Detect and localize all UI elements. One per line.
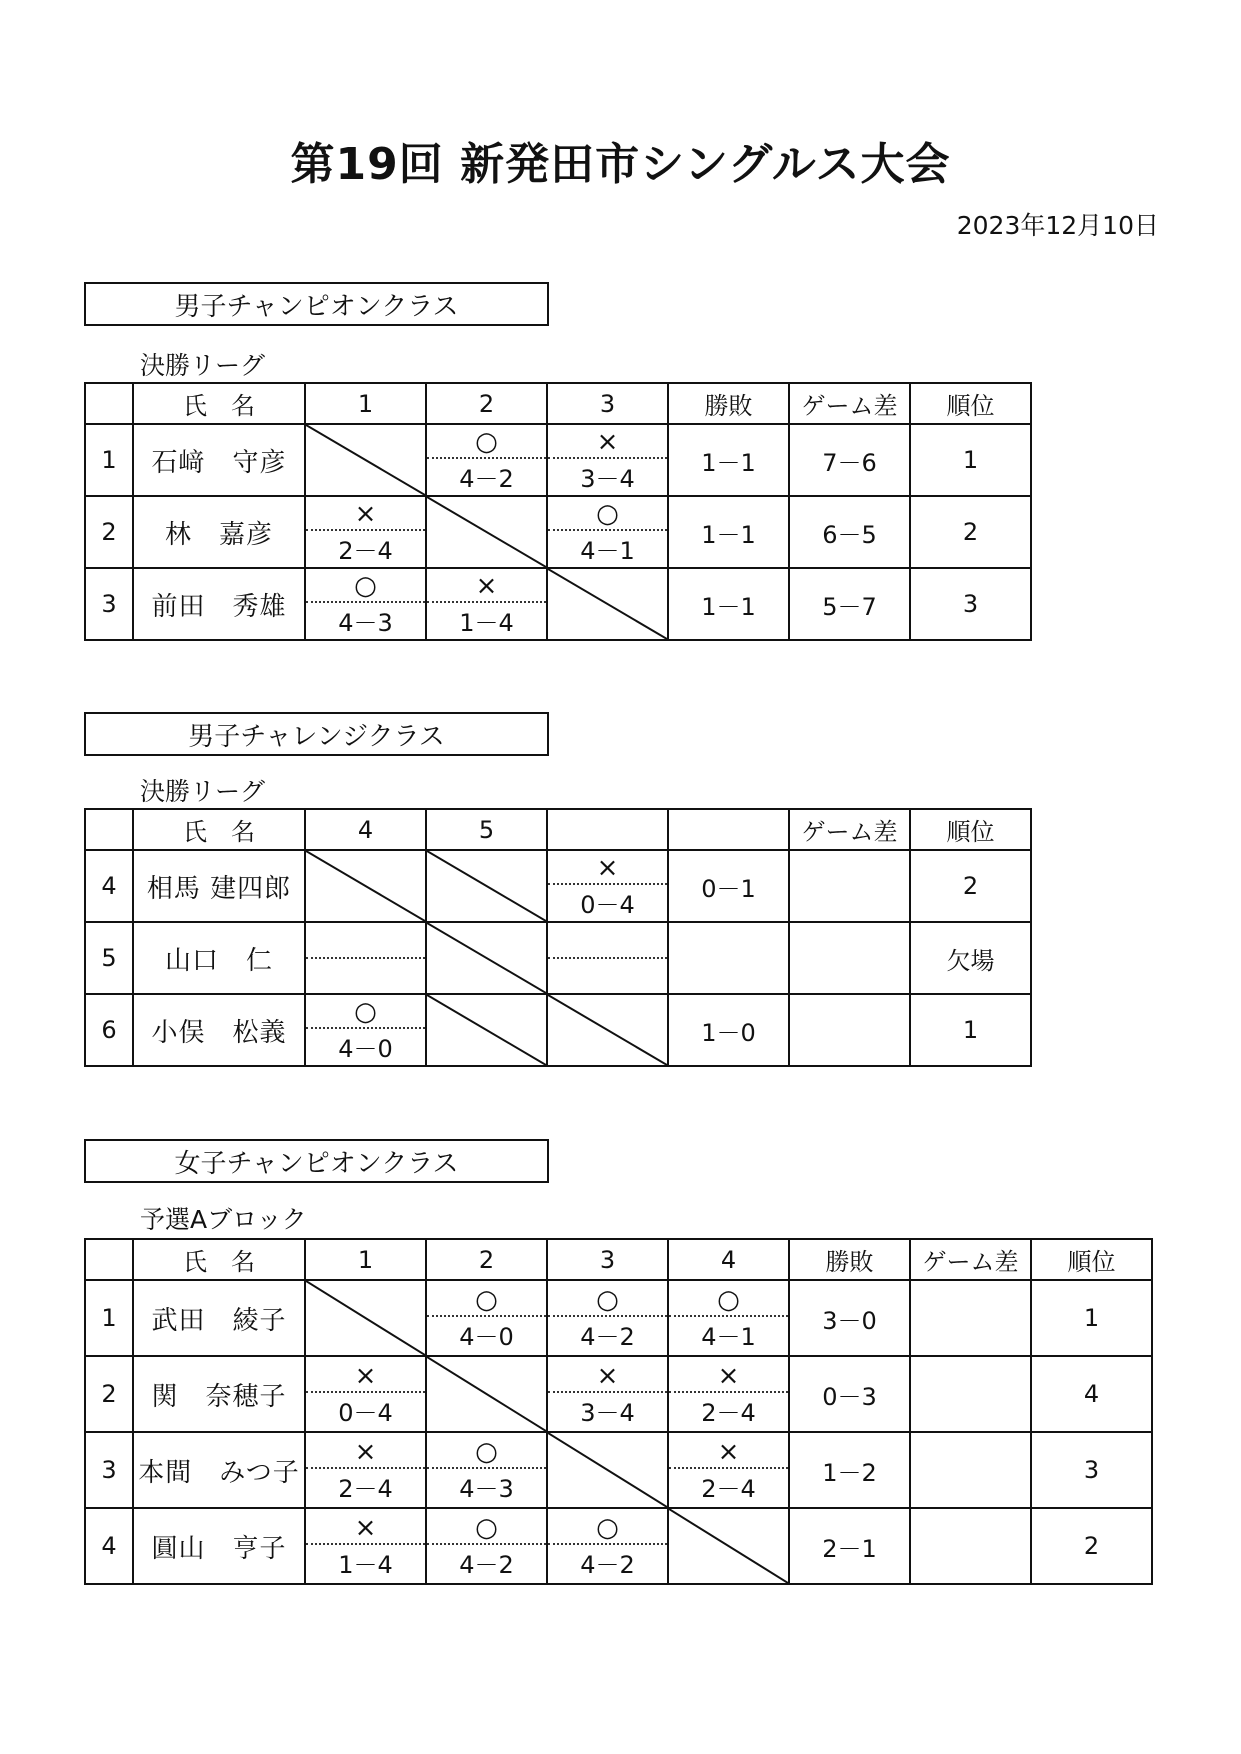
match-score: 4－1 xyxy=(701,1322,756,1351)
match-result-cell xyxy=(426,1432,547,1508)
game-diff-value xyxy=(789,922,910,994)
match-result-cell xyxy=(426,568,547,640)
match-result xyxy=(427,427,546,494)
match-score: 4－2 xyxy=(459,1550,514,1579)
match-result xyxy=(427,1437,546,1504)
diagonal-line xyxy=(427,995,546,1065)
rank-value: 4 xyxy=(1031,1356,1152,1432)
header-opponent-2: 5 xyxy=(426,809,547,850)
match-mark: ○ xyxy=(306,571,425,603)
win-loss-value: 1－2 xyxy=(789,1432,910,1508)
match-result-cell xyxy=(547,1280,668,1356)
rank-value: 2 xyxy=(1031,1508,1152,1584)
match-score: 3－4 xyxy=(580,464,635,493)
player-number: 4 xyxy=(85,850,133,922)
player-name: 小俣 松義 xyxy=(133,994,305,1066)
diagonal-line xyxy=(548,995,667,1065)
diagonal-cell xyxy=(668,1508,789,1584)
match-mark: × xyxy=(306,1361,425,1393)
match-result-cell xyxy=(668,1432,789,1508)
match-result xyxy=(427,571,546,638)
section-label-men-challenge: 男子チャレンジクラス xyxy=(84,712,549,756)
match-mark: × xyxy=(306,1513,425,1545)
win-loss-value: 0－1 xyxy=(668,850,789,922)
match-result-cell xyxy=(426,1508,547,1584)
diagonal-line xyxy=(427,497,546,567)
win-loss-value: 1－1 xyxy=(668,568,789,640)
player-name: 山口 仁 xyxy=(133,922,305,994)
diagonal-line xyxy=(548,1433,667,1507)
match-score: 0－4 xyxy=(338,1398,393,1427)
header-opponent-2: 2 xyxy=(426,1239,547,1280)
header-opponent-1: 1 xyxy=(305,1239,426,1280)
rank-value: 1 xyxy=(910,994,1031,1066)
diagonal-line xyxy=(306,851,425,921)
match-result xyxy=(306,499,425,566)
section-label-women-champion: 女子チャンピオンクラス xyxy=(84,1139,549,1183)
diagonal-cell xyxy=(426,922,547,994)
match-result xyxy=(669,1285,788,1352)
match-result xyxy=(427,1285,546,1352)
header-row xyxy=(85,383,1031,424)
win-loss-value: 0－3 xyxy=(789,1356,910,1432)
match-mark: ○ xyxy=(427,1513,546,1545)
match-score: 4－3 xyxy=(338,608,393,637)
match-result-cell xyxy=(547,922,668,994)
game-diff-value: 5－7 xyxy=(789,568,910,640)
player-number: 5 xyxy=(85,922,133,994)
game-diff-value xyxy=(789,994,910,1066)
diagonal-cell xyxy=(305,850,426,922)
match-score: 4－1 xyxy=(580,536,635,565)
diagonal-cell xyxy=(305,424,426,496)
match-result-cell xyxy=(547,850,668,922)
diagonal-cell xyxy=(426,496,547,568)
match-result xyxy=(306,957,425,959)
diagonal-line xyxy=(669,1509,788,1583)
diagonal-line xyxy=(427,1357,546,1431)
diagonal-line xyxy=(306,425,425,495)
match-mark: ○ xyxy=(548,1513,667,1545)
match-result xyxy=(548,853,667,920)
player-row xyxy=(85,1508,1152,1584)
diagonal-line xyxy=(548,569,667,639)
match-mark: × xyxy=(548,853,667,885)
diagonal-line xyxy=(427,923,546,993)
league-table-women-champion xyxy=(84,1238,1153,1585)
match-mark xyxy=(306,957,425,959)
rank-value: 3 xyxy=(1031,1432,1152,1508)
player-row xyxy=(85,424,1031,496)
player-name: 相馬 建四郎 xyxy=(133,850,305,922)
match-result xyxy=(306,1513,425,1580)
header-name: 氏 名 xyxy=(133,383,305,424)
player-name: 本間 みつ子 xyxy=(133,1432,305,1508)
match-mark: ○ xyxy=(548,499,667,531)
match-mark: ○ xyxy=(427,1437,546,1469)
game-diff-value xyxy=(910,1508,1031,1584)
player-number: 3 xyxy=(85,568,133,640)
match-score: 4－0 xyxy=(338,1034,393,1063)
match-result xyxy=(548,1285,667,1352)
match-result xyxy=(548,1513,667,1580)
player-number: 3 xyxy=(85,1432,133,1508)
header-rank: 順位 xyxy=(910,383,1031,424)
player-name: 圓山 亨子 xyxy=(133,1508,305,1584)
diagonal-cell xyxy=(426,1356,547,1432)
match-result-cell xyxy=(547,496,668,568)
header-rank: 順位 xyxy=(1031,1239,1152,1280)
match-mark: ○ xyxy=(669,1285,788,1317)
header-no-cell xyxy=(85,809,133,850)
game-diff-value xyxy=(910,1280,1031,1356)
match-result xyxy=(306,997,425,1064)
match-mark: × xyxy=(306,1437,425,1469)
match-result-cell xyxy=(668,1280,789,1356)
match-mark: × xyxy=(548,1361,667,1393)
match-mark: × xyxy=(306,499,425,531)
header-win-loss xyxy=(668,809,789,850)
diagonal-cell xyxy=(547,568,668,640)
player-row xyxy=(85,568,1031,640)
match-result xyxy=(669,1437,788,1504)
header-opponent-3: 3 xyxy=(547,1239,668,1280)
header-win-loss: 勝敗 xyxy=(789,1239,910,1280)
header-opponent-4: 4 xyxy=(668,1239,789,1280)
match-result xyxy=(548,427,667,494)
page-title: 第19回 新発田市シングルス大会 xyxy=(290,139,951,190)
match-result xyxy=(306,571,425,638)
header-opponent-3: 3 xyxy=(547,383,668,424)
player-number: 4 xyxy=(85,1508,133,1584)
player-number: 2 xyxy=(85,1356,133,1432)
match-result xyxy=(306,1361,425,1428)
player-name: 石﨑 守彦 xyxy=(133,424,305,496)
header-opponent-3 xyxy=(547,809,668,850)
match-result-cell xyxy=(426,1280,547,1356)
diagonal-line xyxy=(306,1281,425,1355)
match-result-cell xyxy=(547,1508,668,1584)
match-result-cell xyxy=(305,994,426,1066)
match-score: 2－4 xyxy=(701,1474,756,1503)
header-game-diff: ゲーム差 xyxy=(910,1239,1031,1280)
match-score: 0－4 xyxy=(580,890,635,919)
match-result-cell xyxy=(426,424,547,496)
player-number: 6 xyxy=(85,994,133,1066)
player-row xyxy=(85,1280,1152,1356)
match-result-cell xyxy=(547,1356,668,1432)
match-result xyxy=(669,1361,788,1428)
match-mark xyxy=(548,957,667,959)
match-score: 1－4 xyxy=(459,608,514,637)
rank-value: 1 xyxy=(1031,1280,1152,1356)
header-name: 氏 名 xyxy=(133,809,305,850)
diagonal-cell xyxy=(305,1280,426,1356)
win-loss-value: 1－0 xyxy=(668,994,789,1066)
match-mark: ○ xyxy=(548,1285,667,1317)
match-score: 1－4 xyxy=(338,1550,393,1579)
header-opponent-1: 1 xyxy=(305,383,426,424)
game-diff-value: 7－6 xyxy=(789,424,910,496)
section-subhead-women-champion: 予選Aブロック xyxy=(140,1205,307,1234)
rank-value: 2 xyxy=(910,850,1031,922)
game-diff-value xyxy=(910,1356,1031,1432)
player-name: 関 奈穂子 xyxy=(133,1356,305,1432)
player-row xyxy=(85,1432,1152,1508)
player-number: 1 xyxy=(85,424,133,496)
section-label-men-champion: 男子チャンピオンクラス xyxy=(84,282,549,326)
league-table-men-challenge xyxy=(84,808,1032,1067)
header-no-cell xyxy=(85,383,133,424)
rank-value: 3 xyxy=(910,568,1031,640)
match-score: 4－2 xyxy=(459,464,514,493)
match-score: 2－4 xyxy=(701,1398,756,1427)
player-row xyxy=(85,1356,1152,1432)
match-result xyxy=(548,499,667,566)
match-score: 2－4 xyxy=(338,1474,393,1503)
match-mark: × xyxy=(427,571,546,603)
match-result xyxy=(306,1437,425,1504)
match-score: 4－3 xyxy=(459,1474,514,1503)
diagonal-cell xyxy=(426,850,547,922)
match-score: 4－2 xyxy=(580,1322,635,1351)
win-loss-value: 3－0 xyxy=(789,1280,910,1356)
player-row xyxy=(85,922,1031,994)
diagonal-line xyxy=(427,851,546,921)
match-mark: ○ xyxy=(306,997,425,1029)
diagonal-cell xyxy=(547,994,668,1066)
league-table-men-champion xyxy=(84,382,1032,641)
game-diff-value xyxy=(789,850,910,922)
match-score: 4－2 xyxy=(580,1550,635,1579)
header-game-diff: ゲーム差 xyxy=(789,383,910,424)
player-name: 前田 秀雄 xyxy=(133,568,305,640)
match-mark: ○ xyxy=(427,1285,546,1317)
win-loss-value: 1－1 xyxy=(668,496,789,568)
section-subhead-men-challenge: 決勝リーグ xyxy=(140,777,266,806)
header-game-diff: ゲーム差 xyxy=(789,809,910,850)
match-result-cell xyxy=(668,1356,789,1432)
match-mark: × xyxy=(548,427,667,459)
match-result-cell xyxy=(305,496,426,568)
player-number: 1 xyxy=(85,1280,133,1356)
match-result-cell xyxy=(305,1356,426,1432)
match-result xyxy=(427,1513,546,1580)
player-name: 武田 綾子 xyxy=(133,1280,305,1356)
header-opponent-2: 2 xyxy=(426,383,547,424)
match-result-cell xyxy=(305,922,426,994)
diagonal-cell xyxy=(426,994,547,1066)
event-date: 2023年12月10日 xyxy=(956,211,1159,240)
win-loss-value xyxy=(668,922,789,994)
match-result-cell xyxy=(305,1432,426,1508)
match-result-cell xyxy=(305,568,426,640)
match-result xyxy=(548,1361,667,1428)
match-mark: ○ xyxy=(427,427,546,459)
rank-value: 欠場 xyxy=(910,922,1031,994)
match-score: 3－4 xyxy=(580,1398,635,1427)
header-rank: 順位 xyxy=(910,809,1031,850)
rank-value: 2 xyxy=(910,496,1031,568)
section-subhead-men-champion: 決勝リーグ xyxy=(140,351,266,380)
rank-value: 1 xyxy=(910,424,1031,496)
match-score: 2－4 xyxy=(338,536,393,565)
player-row xyxy=(85,496,1031,568)
match-mark: × xyxy=(669,1361,788,1393)
match-score: 4－0 xyxy=(459,1322,514,1351)
player-name: 林 嘉彦 xyxy=(133,496,305,568)
header-win-loss: 勝敗 xyxy=(668,383,789,424)
header-name: 氏 名 xyxy=(133,1239,305,1280)
win-loss-value: 1－1 xyxy=(668,424,789,496)
header-row xyxy=(85,809,1031,850)
player-row xyxy=(85,850,1031,922)
match-result-cell xyxy=(305,1508,426,1584)
match-result xyxy=(548,957,667,959)
player-number: 2 xyxy=(85,496,133,568)
header-opponent-1: 4 xyxy=(305,809,426,850)
header-row xyxy=(85,1239,1152,1280)
header-no-cell xyxy=(85,1239,133,1280)
match-mark: × xyxy=(669,1437,788,1469)
diagonal-cell xyxy=(547,1432,668,1508)
player-row xyxy=(85,994,1031,1066)
game-diff-value xyxy=(910,1432,1031,1508)
win-loss-value: 2－1 xyxy=(789,1508,910,1584)
match-result-cell xyxy=(547,424,668,496)
game-diff-value: 6－5 xyxy=(789,496,910,568)
